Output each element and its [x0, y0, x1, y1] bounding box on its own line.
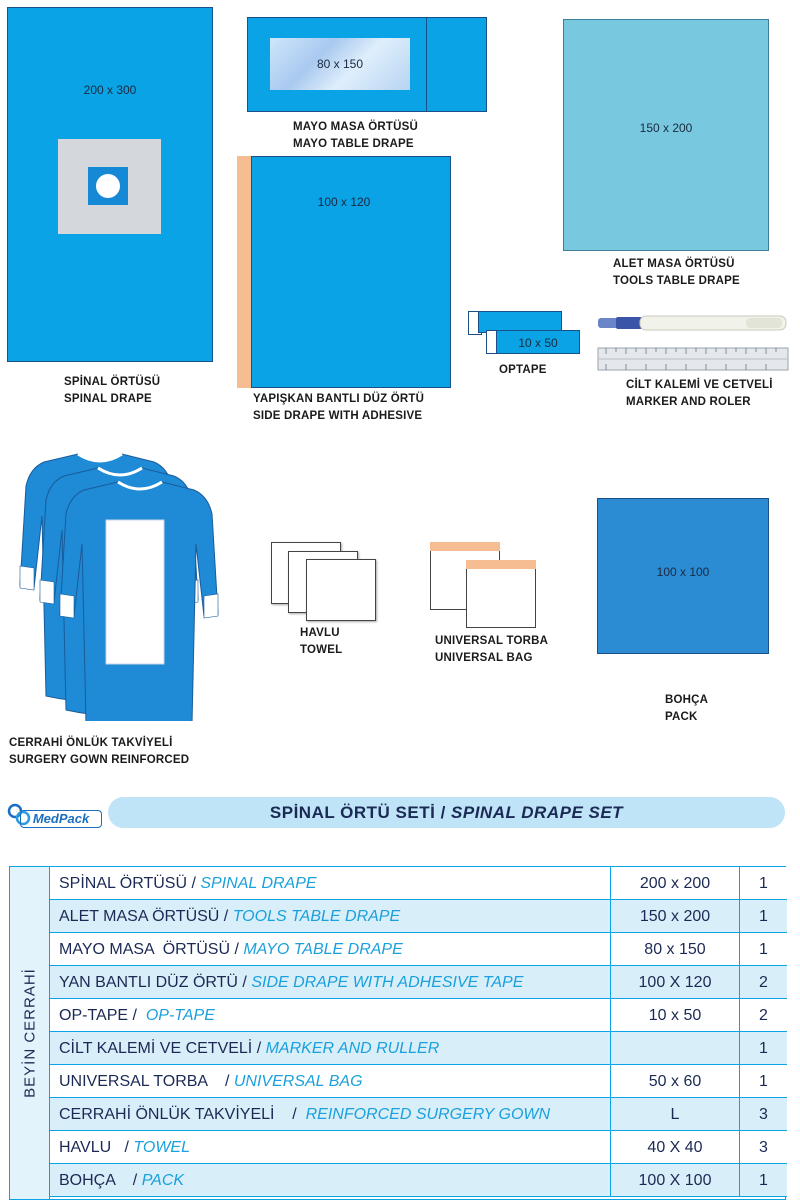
row-item-name-tr: CERRAHİ ÖNLÜK TAKVİYELİ / — [59, 1106, 306, 1123]
medpack-logo-text: MedPack — [32, 811, 90, 826]
medpack-logo — [6, 801, 102, 829]
gown-caption-tr: CERRAHİ ÖNLÜK TAKVİYELİ — [9, 737, 173, 749]
table-row — [50, 966, 787, 999]
row-item-name-en: MAYO TABLE DRAPE — [243, 941, 403, 958]
table-side-label — [10, 867, 50, 1199]
marker-and-ruler-illustration — [596, 312, 790, 374]
row-item-name-tr: CİLT KALEMİ VE CETVELİ / — [59, 1040, 266, 1057]
mayo-drape-caption-tr: MAYO MASA ÖRTÜSÜ — [293, 121, 419, 133]
towel-caption-en: TOWEL — [300, 644, 343, 656]
row-item-name — [59, 1032, 439, 1065]
row-item-name-tr: ALET MASA ÖRTÜSÜ / — [59, 908, 233, 925]
row-item-name-en: TOOLS TABLE DRAPE — [232, 908, 401, 925]
towel-front-icon — [306, 559, 376, 621]
bag-caption — [435, 633, 548, 667]
row-item-name — [59, 1098, 550, 1131]
row-size: 100 X 100 — [610, 1164, 740, 1197]
row-quantity: 1 — [759, 875, 768, 892]
row-item-name-tr: BOHÇA / — [59, 1172, 142, 1189]
tools-drape-dimension: 150 x 200 — [639, 121, 693, 135]
table-row — [50, 867, 787, 900]
row-item-name — [59, 999, 215, 1032]
row-item-name-tr: UNIVERSAL TORBA / — [59, 1073, 234, 1090]
row-item-name-en: PACK — [141, 1172, 185, 1189]
tools-drape-illustration — [563, 19, 769, 251]
row-quantity: 1 — [759, 1073, 768, 1090]
row-quantity: 2 — [759, 974, 768, 991]
set-title-separator: / — [435, 803, 452, 822]
table-row — [50, 900, 787, 933]
side-drape-adhesive-strip — [237, 156, 251, 388]
ruler-icon — [598, 348, 788, 370]
row-item-name-tr: YAN BANTLI DÜZ ÖRTÜ / — [59, 974, 252, 991]
spinal-drape-illustration — [7, 7, 213, 362]
row-item-name — [59, 966, 523, 999]
optape-caption: OPTAPE — [499, 364, 547, 376]
row-item-name — [59, 1164, 184, 1197]
row-item-name-en: OP-TAPE — [145, 1007, 215, 1024]
mayo-drape-fold-line — [426, 18, 427, 111]
medpack-logo-box — [20, 810, 102, 828]
bag-caption-tr: UNIVERSAL TORBA — [435, 635, 549, 647]
mayo-drape-illustration — [247, 17, 487, 112]
row-quantity: 3 — [759, 1139, 768, 1156]
pack-caption-tr: BOHÇA — [665, 694, 709, 706]
row-item-name — [59, 900, 400, 933]
bag-caption-en: UNIVERSAL BAG — [435, 652, 533, 664]
pack-dimension: 100 x 100 — [656, 565, 710, 579]
skin-marker-icon — [598, 316, 786, 330]
spinal-drape-caption-tr: SPİNAL ÖRTÜSÜ — [64, 376, 161, 388]
spinal-drape-dimension: 200 x 300 — [83, 83, 137, 97]
row-size: 40 X 40 — [610, 1131, 740, 1164]
set-title — [108, 797, 785, 828]
row-item-name-en: REINFORCED SURGERY GOWN — [305, 1106, 551, 1123]
spinal-drape-hole-icon — [96, 174, 120, 198]
row-size: 10 x 50 — [610, 999, 740, 1032]
marker-caption-en: MARKER AND ROLER — [626, 396, 751, 408]
surgery-gown-illustration — [14, 446, 224, 721]
table-row — [50, 1164, 787, 1197]
table-row — [50, 1032, 787, 1065]
row-size: 200 x 200 — [610, 867, 740, 900]
row-item-name-tr: MAYO MASA ÖRTÜSÜ / — [59, 941, 244, 958]
side-drape-caption — [253, 391, 424, 425]
row-size: 80 x 150 — [610, 933, 740, 966]
spinal-drape-caption-en: SPINAL DRAPE — [64, 393, 152, 405]
optape-dimension: 10 x 50 — [518, 336, 558, 350]
row-size — [610, 1032, 740, 1065]
pack-illustration — [597, 498, 769, 654]
set-title-tr: SPİNAL ÖRTÜ SETİ — [269, 803, 436, 822]
set-title-bar — [108, 797, 785, 828]
bag-front-icon — [466, 560, 536, 628]
row-quantity: 1 — [759, 1040, 768, 1057]
row-item-name — [59, 1065, 363, 1098]
row-quantity: 1 — [759, 941, 768, 958]
contents-table — [9, 866, 786, 1200]
table-row — [50, 999, 787, 1032]
row-quantity: 1 — [759, 908, 768, 925]
set-title-en: SPINAL DRAPE SET — [451, 803, 624, 822]
row-quantity: 2 — [759, 1007, 768, 1024]
optape-front-strip — [496, 330, 580, 354]
row-item-name — [59, 933, 403, 966]
marker-caption-tr: CİLT KALEMİ VE CETVELİ — [626, 379, 773, 391]
bag-front-tape — [466, 560, 536, 569]
side-drape-dimension: 100 x 120 — [317, 195, 371, 209]
gown-caption — [9, 735, 189, 769]
table-row — [50, 1098, 787, 1131]
tools-drape-caption-tr: ALET MASA ÖRTÜSÜ — [613, 258, 735, 270]
row-item-name-tr: HAVLU / — [59, 1139, 134, 1156]
table-row — [50, 933, 787, 966]
row-item-name-en: SPINAL DRAPE — [200, 875, 317, 892]
row-item-name-en: TOWEL — [133, 1139, 190, 1156]
side-drape-caption-en: SIDE DRAPE WITH ADHESIVE — [253, 410, 423, 422]
row-size: L — [610, 1098, 740, 1131]
row-item-name-tr: OP-TAPE / — [59, 1007, 146, 1024]
side-drape-illustration — [251, 156, 451, 388]
table-row — [50, 1131, 787, 1164]
spinal-drape-caption — [64, 374, 160, 408]
tools-drape-caption-en: TOOLS TABLE DRAPE — [613, 275, 740, 287]
row-item-name — [59, 1131, 190, 1164]
mayo-drape-caption-en: MAYO TABLE DRAPE — [293, 138, 414, 150]
marker-caption — [626, 377, 773, 411]
mayo-drape-caption — [293, 119, 418, 153]
row-quantity: 1 — [759, 1172, 768, 1189]
row-size: 150 x 200 — [610, 900, 740, 933]
mayo-drape-sleeve — [270, 38, 410, 90]
table-row — [50, 1065, 787, 1098]
row-size: 100 X 120 — [610, 966, 740, 999]
table-side-label-text: BEYİN CERRAHİ — [21, 968, 38, 1098]
towel-caption — [300, 625, 342, 659]
spinal-drape-fenestration — [88, 167, 128, 205]
towel-caption-tr: HAVLU — [300, 627, 340, 639]
pack-caption-en: PACK — [665, 711, 698, 723]
pack-caption — [665, 692, 708, 726]
side-drape-caption-tr: YAPIŞKAN BANTLI DÜZ ÖRTÜ — [253, 393, 425, 405]
gown-caption-en: SURGERY GOWN REINFORCED — [9, 754, 190, 766]
row-item-name-en: SIDE DRAPE WITH ADHESIVE TAPE — [251, 974, 524, 991]
row-item-name-en: MARKER AND RULLER — [265, 1040, 440, 1057]
row-item-name-en: UNIVERSAL BAG — [233, 1073, 363, 1090]
spinal-drape-window — [58, 139, 161, 234]
mayo-drape-dimension: 80 x 150 — [316, 57, 364, 71]
gown-reinforcement-panel — [106, 520, 164, 664]
bag-back-tape — [430, 542, 500, 551]
tools-drape-caption — [613, 256, 740, 290]
row-size: 50 x 60 — [610, 1065, 740, 1098]
row-item-name-tr: SPİNAL ÖRTÜSÜ / — [59, 875, 201, 892]
row-quantity: 3 — [759, 1106, 768, 1123]
row-item-name — [59, 867, 317, 900]
